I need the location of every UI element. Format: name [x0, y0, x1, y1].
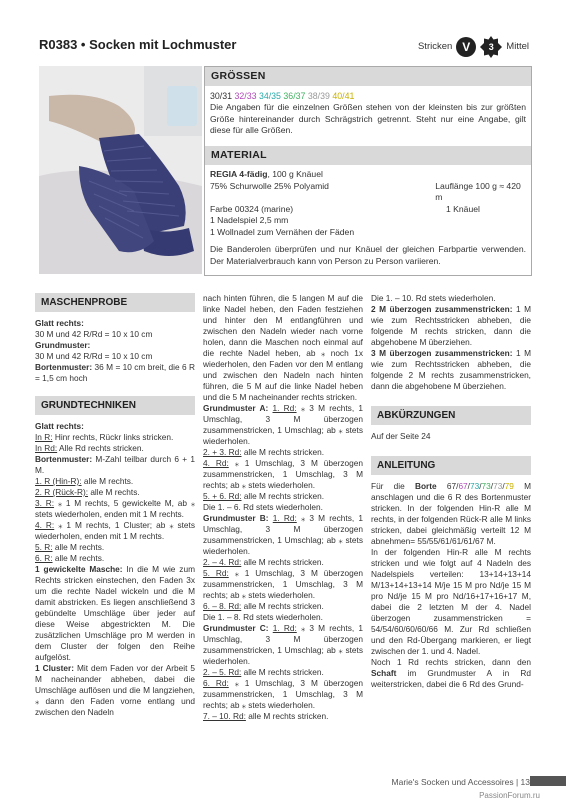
- material-details: [205, 165, 531, 267]
- row-label: 5. + 6. Rd:: [203, 491, 242, 501]
- stitch-count: [447, 481, 514, 491]
- row-label: 6. Rd:: [203, 678, 229, 688]
- row-label: 1. R (Hin-R):: [35, 476, 82, 486]
- text: M anschlagen und die 6 R des Bortenmuster stricken. In der folgenden Hin-R alle M rechts, in der folgenden Rück-R alle M links stricken, dabei gleichmäßig verteilt 12 M abnehmen= 55/55/61/61/61/67 M.: [371, 481, 532, 546]
- pattern-line: [203, 491, 363, 502]
- size-value: 38/39: [307, 91, 330, 101]
- gauge-label: Grundmuster:: [35, 340, 91, 350]
- row-text: ⁎ 1 Umschlag, 3 M überzogen zusammenstricken, 1 Umschlag, 3 M rechts; ab ⁎ stets wiederholen.: [203, 568, 363, 600]
- count-part: 73: [481, 481, 491, 491]
- yarn-weight: , 100 g Knäuel: [267, 169, 323, 179]
- technique-label: Glatt rechts:: [35, 421, 84, 431]
- paragraph: nach hinten führen, die 5 langen M auf die linke Nadel heben, den Faden festziehen und hinter den M entlangführen und zwischen den Nadeln wieder nach vorne holen, dann die Maschen noch einmal auf die rechte Nadel heben, ab ⁎ noch 1x wiederholen, den Faden vor den M entlang und zwischen den Nadeln nach hinten führen, die 5 M auf die linke Nadel heben und die 5 M nacheinander rechts stricken.: [203, 293, 363, 402]
- material-note: Die Banderolen überprüfen und nur Knäuel der gleichen Farbpartie verwenden. Der Materialverbrauch kann von Person zu Person variieren.: [210, 244, 526, 266]
- sizes-heading: GRÖSSEN: [205, 67, 531, 86]
- count-part: /: [502, 481, 505, 491]
- technique-line: [35, 476, 195, 487]
- technique-line: [35, 454, 195, 476]
- count-part: 73: [493, 481, 503, 491]
- count-part: 67: [446, 481, 457, 491]
- row-text: ⁎ 1 Umschlag, 3 M überzogen zusammenstricken, 1 Umschlag, 3 M rechts; ab ⁎ stets wiederholen.: [203, 678, 363, 710]
- row-text: ⁎ 3 M rechts, 1 Umschlag, 3 M überzogen zusammenstricken, 1 Umschlag; ab ⁎ stets wiederholen.: [203, 403, 363, 446]
- row-text: Mit dem Faden vor der Arbeit 5 M nacheinander abheben, dabei die Umschläge auflösen und die M langziehen, ⁎ dann den Faden vorne entlang und zwischen den Nadeln: [35, 663, 195, 717]
- column-left: [35, 293, 195, 718]
- row-label: 2. + 3. Rd:: [203, 447, 242, 457]
- row-text: alle M rechts.: [88, 487, 140, 497]
- technique-line: [35, 498, 195, 520]
- pattern-line: [203, 678, 363, 711]
- level-number: 3: [488, 42, 494, 52]
- yarn-color: Farbe 00324 (marine): [210, 203, 294, 214]
- pattern-line: Die 1. – 8. Rd stets wiederholen.: [203, 612, 323, 622]
- size-value: 40/41: [332, 91, 355, 101]
- pattern-line: [203, 458, 363, 491]
- instruction-paragraph: In der folgenden Hin-R alle M rechts stricken und wie folgt auf 4 Nadeln des Nadelspiels verteilen: 13+14+13+14 M/13+14+13+14 M/je 15 M pro Nd/je 15 M pro Nd/je 15 M pro Nd/16+17+16+17 M, dabei die 2 letzten M der 4. Nadel überzogen zusammenstricken = 54/54/60/60/60/66 M. Zur Rd schließen und den Rd-Übergang markieren, er liegt zwischen der 1. und 4. Nadel.: [371, 547, 531, 656]
- row-text: alle M rechts.: [81, 476, 134, 486]
- technique-line: [35, 443, 195, 454]
- level-star-icon: [480, 36, 502, 58]
- gauge-value: 30 M und 42 R/Rd = 10 x 10 cm: [35, 351, 153, 361]
- count-part: /: [456, 481, 459, 491]
- pattern-title: R0383 • Socken mit Lochmuster: [39, 37, 237, 52]
- row-text: Hinr rechts, Rückr links stricken.: [52, 432, 174, 442]
- instruction-paragraph: [371, 481, 531, 547]
- gauge-value: 30 M und 42 R/Rd = 10 x 10 cm: [35, 329, 153, 339]
- count-part: 79: [504, 481, 514, 491]
- row-label: 4. Rd:: [203, 458, 229, 468]
- instructions-heading: ANLEITUNG: [371, 456, 531, 475]
- yarn-composition: 75% Schurwolle 25% Polyamid: [210, 180, 329, 191]
- row-text: M-Zahl teilbar durch 6 + 1 M.: [35, 454, 195, 475]
- size-value: 30/31: [210, 91, 233, 101]
- text: Für die: [371, 481, 415, 491]
- row-text: ⁎ 3 M rechts, 1 Umschlag, 3 M überzogen zusammenstricken, 1 Umschlag; ab ⁎ stets wiederholen.: [203, 623, 363, 666]
- yarn-quantity: 1 Knäuel: [446, 203, 480, 214]
- row-text: 1 M wie zum Rechtsstricken abheben, die folgende 2 M rechts zusammenstricken, dann die abgehobene M überziehen.: [371, 348, 532, 391]
- size-value: 34/35: [258, 91, 281, 101]
- technique-line: [35, 432, 195, 443]
- pattern-line: [203, 601, 363, 612]
- knit-label: Stricken: [417, 41, 453, 52]
- row-text: alle M rechts stricken.: [241, 667, 324, 677]
- row-label: 1. Rd:: [272, 513, 297, 523]
- row-label: 1. Rd:: [272, 623, 297, 633]
- pattern-line: [203, 447, 363, 458]
- count-part: /: [479, 481, 482, 491]
- row-label: 2. – 4. Rd:: [203, 557, 242, 567]
- pattern-line: [203, 557, 363, 568]
- footer-bar: [530, 776, 566, 786]
- step-label: Borte: [414, 481, 437, 491]
- technique-label: 1 Cluster:: [35, 663, 74, 673]
- needles: 1 Nadelspiel 2,5 mm: [210, 215, 289, 225]
- knitting-needles-icon: V: [456, 37, 476, 57]
- text: im Grundmuster A in Rd weiterstricken, dabei die 6 Rd des Grund-: [371, 668, 531, 689]
- row-text: alle M rechts stricken.: [241, 601, 324, 611]
- info-box: [204, 66, 532, 276]
- gauge-value: 36 M = 10 cm breit, die 6 R = 1,5 cm hoch: [35, 362, 195, 383]
- row-label: 2. – 5. Rd:: [203, 667, 242, 677]
- size-value: 32/33: [234, 91, 257, 101]
- row-label: 6. R:: [35, 553, 53, 563]
- row-text: ⁎ 1 M rechts, 5 gewickelte M, ab ⁎ stets wiederholen, enden mit 1 M rechts.: [35, 498, 195, 519]
- row-label: In Rd:: [35, 443, 58, 453]
- pattern-line: [203, 623, 363, 667]
- row-label: 6. – 8. Rd:: [203, 601, 242, 611]
- wool-needle: 1 Wollnadel zum Vernähen der Fäden: [210, 226, 355, 237]
- row-label: 1. Rd:: [272, 403, 297, 413]
- pattern-label: Grundmuster A:: [203, 403, 269, 413]
- technique-line: [371, 304, 531, 348]
- row-text: alle M rechts.: [52, 553, 105, 563]
- page-footer: Marie's Socken und Accessoires | 13: [391, 777, 530, 787]
- row-label: In R:: [35, 432, 53, 442]
- pattern-line: Die 1. – 10. Rd stets wiederholen.: [371, 293, 496, 303]
- instruction-paragraph: [371, 657, 531, 690]
- watermark: PassionForum.ru: [479, 791, 540, 800]
- abbreviations-heading: ABKÜRZUNGEN: [371, 406, 531, 425]
- technique-line: [35, 564, 195, 663]
- row-label: 5. R:: [35, 542, 53, 552]
- row-text: ⁎ 3 M rechts, 1 Umschlag, 3 M überzogen zusammenstricken, 1 Umschlag; ab ⁎ stets wiederholen.: [203, 513, 363, 556]
- row-text: alle M rechts stricken.: [245, 711, 329, 721]
- size-list: [205, 86, 531, 102]
- pattern-line: [203, 711, 363, 722]
- row-label: 2. R (Rück-R):: [35, 487, 89, 497]
- technique-label: 2 M überzogen zusammenstricken:: [371, 304, 513, 314]
- row-text: In die M wie zum Rechts stricken einstechen, den Faden 3x um die rechte Nadel wickeln und die M damit abstricken. Es liegen anschließend 3 gebündelte Umschläge über jeder auf diese Weise abgestrickten M. Die zusätzlichen Umschläge pro M werden in dem Cluster der folgen den Reihe aufgelöst.: [35, 564, 195, 662]
- pattern-line: [203, 403, 363, 447]
- step-label: Schaft: [371, 668, 397, 678]
- technique-line: [35, 487, 195, 498]
- row-text: ⁎ 1 Umschlag, 3 M überzogen zusammenstricken, 1 Umschlag, 3 M rechts; ab ⁎ stets wiederholen.: [203, 458, 363, 490]
- yarn-length: Lauflänge 100 g ≈ 420 m: [435, 180, 521, 202]
- technique-line: [35, 520, 195, 542]
- pattern-line: [203, 568, 363, 601]
- size-value: 36/37: [283, 91, 306, 101]
- technique-line: [35, 542, 195, 553]
- material-section: [205, 146, 531, 267]
- row-label: 4. R:: [35, 520, 55, 530]
- sizes-note: Die Angaben für die einzelnen Größen stehen von der kleinsten bis zur größten Größe hintereinander durch Schrägstrich getrennt. Steht nur eine Angabe, gilt diese für alle Größen.: [210, 102, 526, 135]
- gauge-label: Bortenmuster:: [35, 362, 93, 372]
- technique-label: 3 M überzogen zusammenstricken:: [371, 348, 513, 358]
- technique-label: Bortenmuster:: [35, 454, 93, 464]
- page-header: [39, 36, 529, 58]
- row-text: ⁎ 1 M rechts, 1 Cluster; ab ⁎ stets wiederholen, enden mit 1 M rechts.: [35, 520, 195, 541]
- pattern-line: [203, 513, 363, 557]
- count-part: 73: [469, 481, 480, 491]
- difficulty-indicator: [418, 36, 529, 58]
- row-text: alle M rechts stricken.: [241, 557, 324, 567]
- sizes-section: [205, 67, 531, 137]
- pattern-label: Grundmuster B:: [203, 513, 269, 523]
- pattern-line: Die 1. – 6. Rd stets wiederholen.: [203, 502, 323, 512]
- yarn-name: REGIA 4-fädig: [210, 169, 268, 179]
- row-label: 7. – 10. Rd:: [203, 711, 246, 721]
- row-text: alle M rechts stricken.: [241, 491, 325, 501]
- column-middle: [203, 293, 363, 722]
- row-text: alle M rechts stricken.: [241, 447, 325, 457]
- level-label: Mittel: [506, 41, 529, 52]
- abbreviations-ref: Auf der Seite 24: [371, 431, 431, 441]
- socks-photo: [39, 66, 202, 274]
- count-part: /: [467, 481, 470, 491]
- gauge-heading: MASCHENPROBE: [35, 293, 195, 312]
- technique-label: 1 gewickelte Masche:: [35, 564, 123, 574]
- text: Noch 1 Rd rechts stricken, dann den: [371, 657, 531, 667]
- row-text: Alle Rd rechts stricken.: [57, 443, 144, 453]
- text: [437, 481, 447, 491]
- row-text: 1 M wie zum Rechtsstricken abheben, die folgende M rechts stricken, dann die abgehobene M überziehen.: [371, 304, 532, 347]
- row-label: 3. R:: [35, 498, 55, 508]
- pattern-line: [203, 667, 363, 678]
- row-text: alle M rechts.: [52, 542, 105, 552]
- gauge-label: Glatt rechts:: [35, 318, 84, 328]
- gauge-border: [35, 362, 195, 384]
- technique-line: [371, 348, 531, 392]
- row-label: 5. Rd:: [203, 568, 229, 578]
- technique-line: [35, 553, 195, 564]
- techniques-heading: GRUNDTECHNIKEN: [35, 396, 195, 415]
- count-part: /: [490, 481, 494, 491]
- technique-line: [35, 663, 195, 718]
- count-part: 67: [458, 481, 468, 491]
- pattern-label: Grundmuster C:: [203, 623, 269, 633]
- material-heading: MATERIAL: [205, 146, 531, 165]
- column-right: [371, 293, 531, 690]
